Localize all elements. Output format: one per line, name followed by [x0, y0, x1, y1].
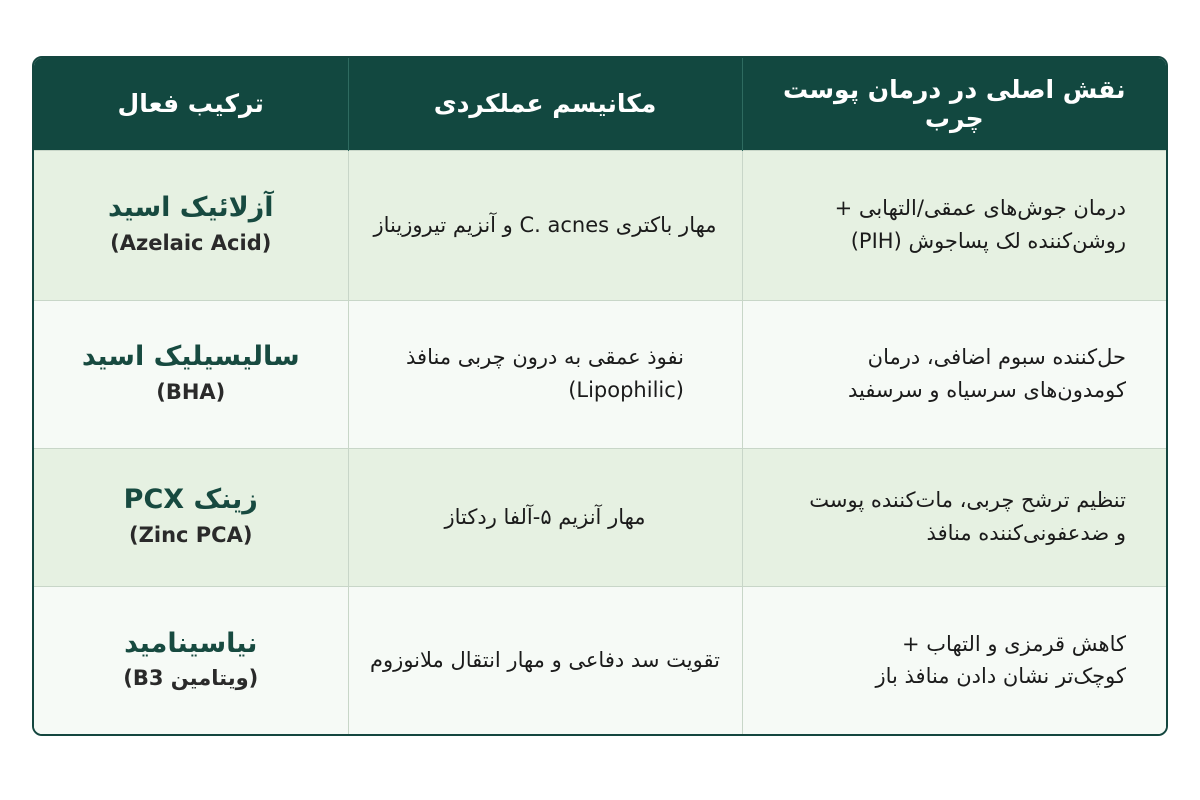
- compound-name: نیاسینامید: [124, 627, 258, 659]
- mechanism-text-line: تقویت سد دفاعی و مهار انتقال ملانوزوم: [370, 647, 720, 672]
- role-text-line: تنظیم ترشح چربی، مات‌کننده پوست: [809, 488, 1126, 513]
- compound-subtitle: (BHA): [156, 380, 226, 405]
- header-role: نقش اصلی در درمان پوست چرب: [742, 58, 1166, 150]
- role-text-line: کوچک‌تر نشان دادن منافذ باز: [875, 664, 1126, 689]
- header-compound: ترکیب فعال: [34, 58, 348, 150]
- compound-cell: [34, 150, 348, 300]
- compound-cell: [34, 300, 348, 448]
- role-text-line: درمان جوش‌های عمقی/التهابی +: [834, 196, 1126, 221]
- role-text-line: کاهش قرمزی و التهاب +: [902, 631, 1126, 656]
- compound-name: سالیسیلیک اسید: [81, 341, 300, 373]
- table-header-row: [34, 58, 1166, 150]
- mechanism-text-line: مهار باکتری C. acnes و آنزیم تیروزیناز: [373, 212, 717, 237]
- comparison-table-container: [32, 56, 1168, 736]
- table-row: [34, 300, 1166, 448]
- oily-skin-ingredients-table: [34, 58, 1166, 734]
- table-row: [34, 150, 1166, 300]
- table-row: [34, 448, 1166, 586]
- mechanism-text-line: (Lipophilic): [568, 378, 684, 402]
- role-text-line: روشن‌کننده لک پساجوش (PIH): [850, 229, 1126, 253]
- role-text-line: کومدون‌های سرسیاه و سرسفید: [847, 378, 1126, 402]
- compound-subtitle: (Azelaic Acid): [110, 231, 272, 256]
- compound-cell: [34, 448, 348, 586]
- compound-subtitle: (ویتامین B3): [123, 666, 259, 691]
- compound-name: زینک PCX: [123, 484, 258, 516]
- role-cell: [742, 586, 1166, 734]
- table-row: [34, 586, 1166, 734]
- mechanism-text-line: مهار آنزیم ۵-آلفا ردکتاز: [444, 504, 646, 529]
- compound-cell: [34, 586, 348, 734]
- compound-subtitle: (Zinc PCA): [129, 523, 253, 548]
- mechanism-text-line: نفوذ عمقی به درون چربی منافذ: [406, 345, 684, 370]
- header-mechanism: مکانیسم عملکردی: [348, 58, 742, 150]
- role-text-line: حل‌کننده سبوم اضافی، درمان: [867, 345, 1126, 370]
- compound-name: آزلائیک اسید: [107, 192, 274, 224]
- role-cell: [742, 300, 1166, 448]
- mechanism-cell: [348, 150, 742, 300]
- mechanism-cell: [348, 448, 742, 586]
- role-cell: [742, 448, 1166, 586]
- mechanism-cell: [348, 300, 742, 448]
- role-cell: [742, 150, 1166, 300]
- role-text-line: و ضدعفونی‌کننده منافذ: [926, 521, 1126, 545]
- mechanism-cell: [348, 586, 742, 734]
